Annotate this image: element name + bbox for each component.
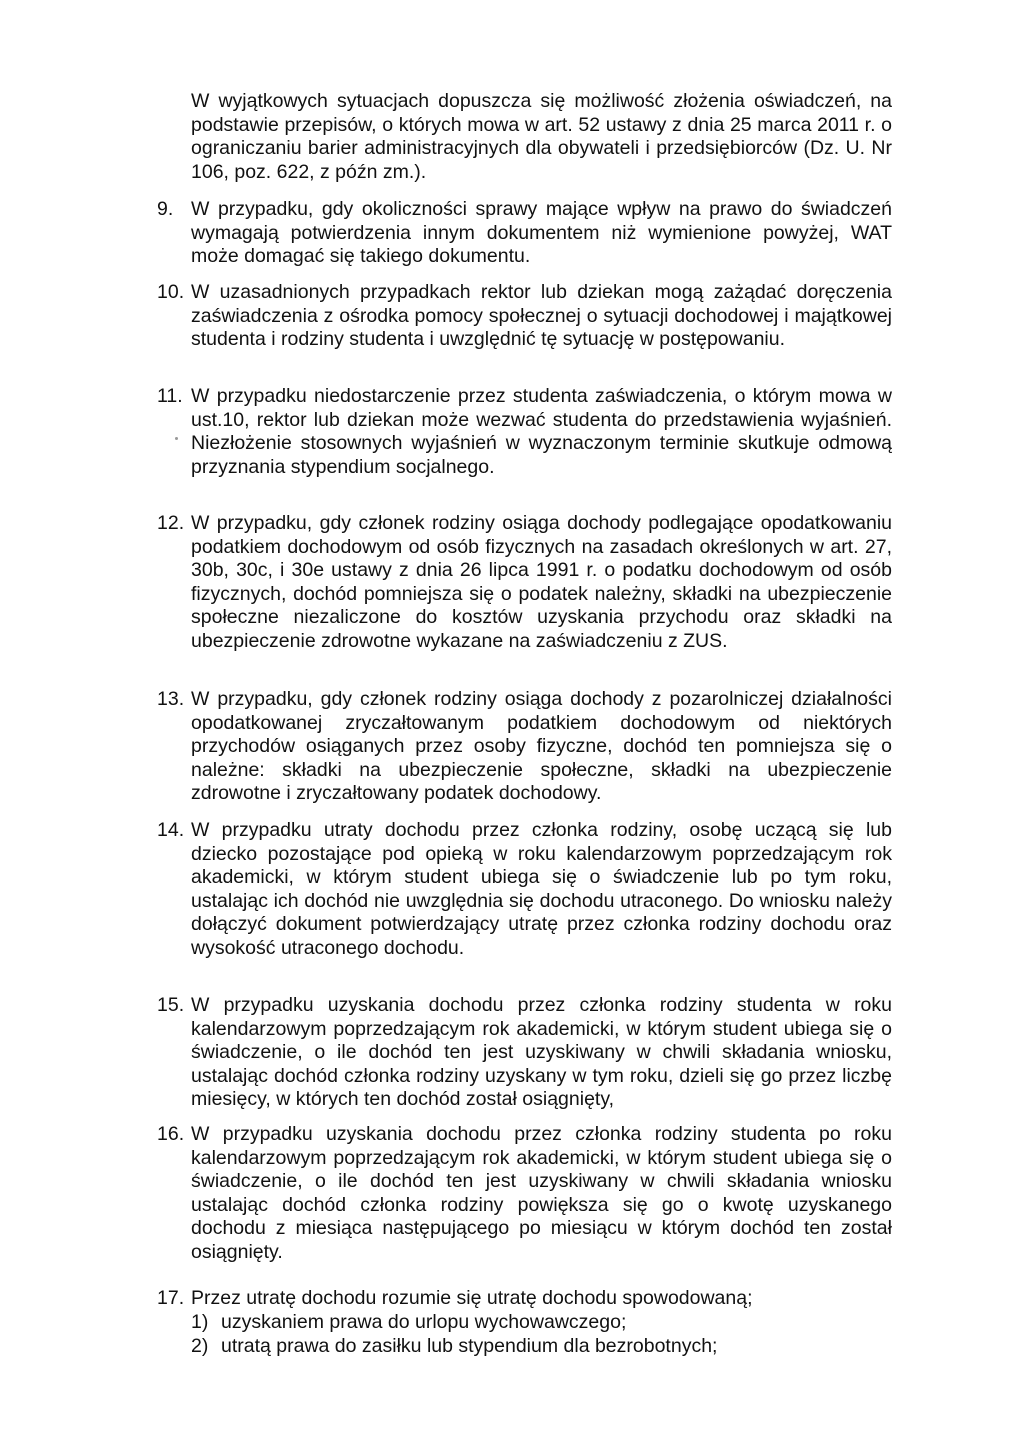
- item-text: W przypadku uzyskania dochodu przez członka rodziny studenta w roku kalendarzowym poprzedzającym rok akademicki, w którym student ubiega się o świadczenie, o ile dochód ten jest uzyskiwany w chwili składania wniosku, ustalając dochód członka rodziny uzyskany w tym roku, dzieli się go przez liczbę miesięcy, w których ten dochód został osiągnięty,: [191, 994, 892, 1111]
- list-item-15: [157, 994, 892, 1112]
- list-item-12: [157, 512, 892, 654]
- sub-item-number: 2): [191, 1335, 209, 1357]
- list-item-13: [157, 688, 892, 806]
- intro-text: W wyjątkowych sytuacjach dopuszcza się możliwość złożenia oświadczeń, na podstawie przepisów, o których mowa w art. 52 ustawy z dnia 25 marca 2011 r. o ograniczaniu barier administracyjnych dla obywateli i przedsiębiorców (Dz. U. Nr 106, poz. 622, z późn zm.).: [191, 90, 892, 183]
- list-item-17: [157, 1287, 892, 1311]
- list-item-14: [157, 819, 892, 961]
- item-text: W przypadku uzyskania dochodu przez członka rodziny studenta po roku kalendarzowym poprzedzającym rok akademicki, w którym student ubiega się o świadczenie, o ile dochód ten jest uzyskiwany w chwili składania wniosku ustalając dochód członka rodziny powiększa się go o kwotę uzyskanego dochodu z miesiąca następującego po miesiącu w którym dochód ten został osiągnięty.: [191, 1123, 892, 1263]
- item-number: 10.: [157, 281, 185, 303]
- scan-speck: [175, 437, 178, 440]
- item-text: W przypadku, gdy członek rodziny osiąga dochody podlegające opodatkowaniu podatkiem dochodowym od osób fizycznych na zasadach określonych w art. 27, 30b, 30c, i 30e ustawy z dnia 26 lipca 1991 r. o podatku dochodowym od osób fizycznych, dochód pomniejsza się o podatek należny, składki na ubezpieczenie społeczne niezaliczone do kosztów uzyskania przychodu oraz składki na ubezpieczenie zdrowotne wykazane na zaświadczeniu z ZUS.: [191, 512, 892, 652]
- item-text: W przypadku, gdy okoliczności sprawy mające wpływ na prawo do świadczeń wymagają potwierdzenia innym dokumentem niż wymienione powyżej, WAT może domagać się takiego dokumentu.: [191, 198, 892, 268]
- sub-item-2: [191, 1335, 891, 1359]
- item-number: 9.: [157, 198, 174, 220]
- list-item-11: [157, 385, 892, 479]
- list-item-9: [157, 198, 892, 269]
- item-number: 13.: [157, 688, 185, 710]
- item-number: 14.: [157, 819, 185, 841]
- list-item-10: [157, 281, 892, 352]
- item-number: 11.: [157, 385, 183, 407]
- item-number: 16.: [157, 1123, 185, 1145]
- item-text: W przypadku, gdy członek rodziny osiąga dochody z pozarolniczej działalności opodatkowanej zryczałtowanym podatkiem dochodowym od niektórych przychodów osiąganych przez osoby fizyczne, dochód ten pomniejsza się o należne: składki na ubezpieczenie społeczne, składki na ubezpieczenie zdrowotne i zryczałtowany podatek dochodowy.: [191, 688, 892, 805]
- item-text: W przypadku niedostarczenie przez studenta zaświadczenia, o którym mowa w ust.10, rektor lub dziekan może wezwać studenta do przedstawienia wyjaśnień. Niezłożenie stosownych wyjaśnień w wyznaczonym terminie skutkuje odmową przyznania stypendium socjalnego.: [191, 385, 892, 478]
- item-number: 12.: [157, 512, 185, 534]
- item-text: Przez utratę dochodu rozumie się utratę dochodu spowodowaną;: [191, 1287, 753, 1309]
- intro-paragraph: [191, 90, 892, 184]
- sub-item-1: [191, 1311, 891, 1335]
- item-number: 17.: [157, 1287, 185, 1309]
- list-item-16: [157, 1123, 892, 1265]
- sub-item-text: uzyskaniem prawa do urlopu wychowawczego;: [221, 1311, 627, 1333]
- item-number: 15.: [157, 994, 185, 1016]
- sub-item-number: 1): [191, 1311, 209, 1333]
- sub-item-text: utratą prawa do zasiłku lub stypendium dla bezrobotnych;: [221, 1335, 718, 1357]
- item-text: W przypadku utraty dochodu przez członka rodziny, osobę uczącą się lub dziecko pozostające pod opieką w roku kalendarzowym poprzedzającym rok akademicki, w którym student ubiega się o świadczenie lub po tym roku, ustalając ich dochód nie uwzględnia się dochodu utraconego. Do wniosku należy dołączyć dokument potwierdzający utratę przez członka rodziny dochodu oraz wysokość utraconego dochodu.: [191, 819, 892, 959]
- item-text: W uzasadnionych przypadkach rektor lub dziekan mogą zażądać doręczenia zaświadczenia z ośrodka pomocy społecznej o sytuacji dochodowej i majątkowej studenta i rodziny studenta i uwzględnić tę sytuację w postępowaniu.: [191, 281, 892, 351]
